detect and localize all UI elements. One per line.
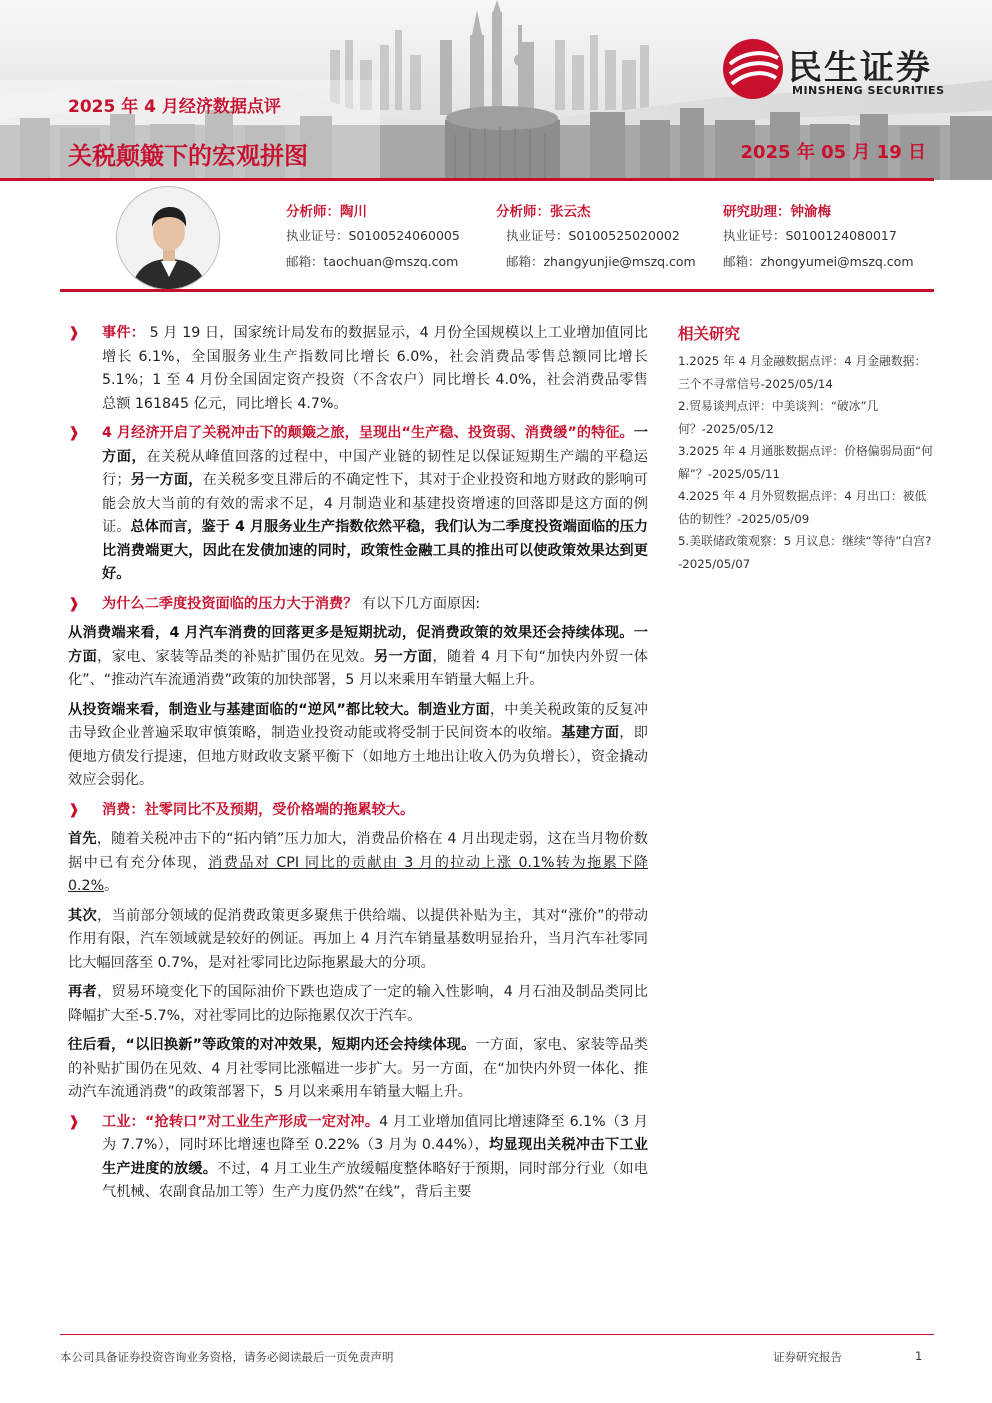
section-heading: 工业：“抢转口”对工业生产形成一定对冲。 (102, 1113, 380, 1130)
section-heading: 消费：社零同比不及预期，受价格端的拖累较大。 (102, 801, 415, 818)
bold-text: 另一方面 (374, 648, 433, 665)
bullet-arrow-icon: ❱ (68, 425, 80, 441)
bold-text: 基建方面 (561, 725, 620, 741)
paragraph-text: 。 (104, 878, 119, 894)
related-research-item[interactable]: 1.2025 年 4 月金融数据点评：4 月金融数据：三个不寻常信号-2025/05/14 (678, 354, 927, 391)
analyst-name: 分析师：陶川 (286, 204, 367, 220)
bold-text: 其次 (68, 907, 97, 924)
report-date: 2025 年 05 月 19 日 (740, 142, 926, 163)
analyst-card-1 (286, 200, 460, 278)
analyst-card-3 (723, 200, 914, 278)
analyst-cert: 执业证号：S0100124080017 (723, 228, 897, 243)
analyst-email: 邮箱：zhangyunjie@mszq.com (506, 254, 696, 269)
paragraph-text: 在关税多变且滞后的不确定性下，其对于企业投资和地方财政的影响可能会放大当前的有效的需求不足，4 月制造业和基建投资增速的回落即是这方面的例证。 (102, 472, 648, 535)
consumption-heading (68, 799, 648, 823)
analyst-cert: 执业证号：S0100524060005 (286, 228, 460, 243)
analyst-divider (60, 289, 934, 292)
section-heading: 4 月经济开启了关税冲击下的颠簸之旅，呈现出“生产稳、投资弱、消费缓”的特征。 (102, 425, 634, 441)
industry-paragraph (68, 1111, 648, 1205)
logo-text-en: MINSHENG SECURITIES (792, 84, 945, 97)
analyst-name: 研究助理：钟渝梅 (723, 204, 831, 220)
paragraph-text: 一方面，家电、家装等品类的补贴扩围仍在见效、4 月社零同比涨幅进一步扩大。另一方面，在“加快内外贸一体化、推动汽车流通消费”的政策部署下，5 月以来乘用车销量大幅上升。 (68, 1037, 648, 1100)
bullet-arrow-icon: ❱ (68, 1113, 80, 1130)
paragraph-text: ，家电、家装等品类的补贴扩围仍在见效。 (97, 648, 375, 665)
bold-text: 首先 (68, 831, 97, 847)
paragraph-text: 不过，4 月工业生产放缓幅度整体略好于预期，同时部分行业（如电气机械、农副食品加工等）生产力度仍然“在线”，背后主要 (102, 1160, 648, 1200)
bold-text: 再者 (68, 984, 98, 1000)
footer-disclaimer: 本公司具备证券投资咨询业务资格，请务必阅读最后一页免责声明 (60, 1350, 394, 1364)
report-type: 2025 年 4 月经济数据点评 (68, 97, 281, 117)
header-banner (0, 0, 992, 180)
outlook-paragraph (68, 1034, 648, 1105)
paragraph-text: 有以下几方面原因: (361, 595, 481, 612)
page-number: 1 (915, 1349, 923, 1363)
second-reason-paragraph (68, 905, 648, 976)
related-research-item[interactable]: 2.贸易谈判点评：中美谈判：“破冰”几何？-2025/05/12 (678, 399, 879, 436)
sidebar-title: 相关研究 (678, 325, 741, 343)
related-research-item[interactable]: 4.2025 年 4 月外贸数据点评：4 月出口：被低估的韧性？-2025/05/09 (678, 489, 927, 526)
analyst-card-2 (496, 200, 696, 278)
company-logo (722, 36, 972, 102)
paragraph-text: ，当前部分领域的促消费政策更多聚焦于供给端、以提供补贴为主，其对“涨价”的带动作用有限，汽车领域就是较好的例证。再加上 4 月汽车销量基数明显抬升，当月汽车社零同比大幅回落至 0.7%，是对社零同比边际拖累最大的分项。 (68, 907, 648, 971)
logo-text-cn: 民生证券 (788, 48, 932, 88)
bold-text: 总体而言，鉴于 4 月服务业生产指数依然平稳，我们认为二季度投资端面临的压力比消费端更大，因此在发债加速的同时，政策性金融工具的推出可以使政策效果达到更好。 (102, 519, 648, 582)
bold-text: 均显现出关税冲击下工业生产进度的放缓。 (102, 1137, 648, 1177)
analyst-email: 邮箱：taochuan@mszq.com (286, 254, 459, 269)
first-reason-paragraph (68, 828, 648, 899)
bullet-arrow-icon: ❱ (68, 325, 80, 341)
related-research-item[interactable]: 5.美联储政策观察：5 月议息：继续“等待”白宫?-2025/05/07 (678, 534, 932, 571)
paragraph-text: 4 月工业增加值同比增速降至 6.1%（3 月为 7.7%），同时环比增速也降至 0.22%（3 月为 0.44%）， (102, 1113, 648, 1153)
third-reason-paragraph (68, 981, 648, 1028)
analyst-name: 分析师：张云杰 (496, 204, 591, 220)
paragraph-text: ，随着 4 月下旬“加快内外贸一体化”、“推动汽车流通消费”政策的加快部署，5 月以来乘用车销量大幅上升。 (68, 648, 648, 688)
paragraph-text: 5 月 19 日，国家统计局发布的数据显示，4 月份全国规模以上工业增加值同比增长 6.1%，全国服务业生产指数同比增长 6.0%，社会消费品零售总额同比增长 5.1%；1 至 4 月份全国固定资产投资（不含农户）同比增长 4.0%，社会消费品零售总额 161845 亿元，同比增长 4.7%。 (102, 325, 648, 412)
bold-text: 从消费端来看，4 月汽车消费的回落更多是短期扰动，促消费政策的效果还会持续体现。 (68, 625, 634, 641)
investment-side-paragraph (68, 699, 648, 793)
bullet-arrow-icon: ❱ (68, 801, 80, 818)
bold-text: 往后看，“以旧换新”等政策的对冲效果，短期内还会持续体现。 (68, 1037, 476, 1053)
related-research-item[interactable]: 3.2025 年 4 月通胀数据点评：价格偏弱局面“何解”？-2025/05/11 (678, 444, 933, 481)
footer-divider (60, 1334, 934, 1335)
footer-report-type: 证券研究报告 (773, 1350, 842, 1364)
related-research-sidebar (678, 322, 934, 575)
section-heading: 为什么二季度投资面临的压力大于消费？ (102, 595, 358, 612)
bold-text: 制造业方面 (417, 701, 490, 718)
paragraph-text: 在关税从峰值回落的过程中，中国产业链的韧性足以保证短期生产端的平稳运行； (102, 448, 648, 488)
bold-text: 从投资端来看，制造业与基建面临的“逆风”都比较大。 (68, 701, 418, 718)
header-divider (0, 178, 934, 181)
section-heading: 事件： (102, 325, 145, 341)
analyst-avatar (116, 186, 220, 290)
underlined-text: 消费品对 CPI 同比的贡献由 3 月的拉动上涨 0.1%转为拖累下降 0.2% (68, 854, 648, 894)
bold-text: 一方面 (68, 625, 648, 665)
bold-text: 一方面， (102, 425, 648, 465)
consumption-side-paragraph (68, 622, 648, 693)
bold-text: 另一方面， (130, 472, 203, 488)
paragraph-text: ，随着关税冲击下的“拓内销”压力加大，消费品价格在 4 月出现走弱，这在当月物价数据中已有充分体现， (68, 831, 648, 871)
bullet-arrow-icon: ❱ (68, 595, 80, 612)
paragraph-text: ，贸易环境变化下的国际油价下跌也造成了一定的输入性影响，4 月石油及制品类同比降幅扩大至-5.7%，对社零同比的边际拖累仅次于汽车。 (68, 984, 648, 1024)
paragraph-text: ，即便地方债发行提速，但地方财政收支紧平衡下（如地方土地出让收入仍为负增长），资金撬动效应会弱化。 (68, 725, 648, 788)
report-body (68, 322, 648, 1211)
report-title: 关税颠簸下的宏观拼图 (68, 142, 308, 170)
question-paragraph (68, 593, 648, 617)
paragraph-text: ，中美关税政策的反复冲击导致企业普遍采取审慎策略，制造业投资动能或将受制于民间资本的收缩。 (68, 701, 648, 741)
summary-paragraph (68, 422, 648, 587)
analyst-email: 邮箱：zhongyumei@mszq.com (723, 254, 914, 269)
event-paragraph (68, 322, 648, 416)
analyst-cert: 执业证号：S0100525020002 (506, 228, 680, 243)
logo-mark-icon (722, 38, 784, 100)
analyst-photo-icon (117, 187, 220, 290)
